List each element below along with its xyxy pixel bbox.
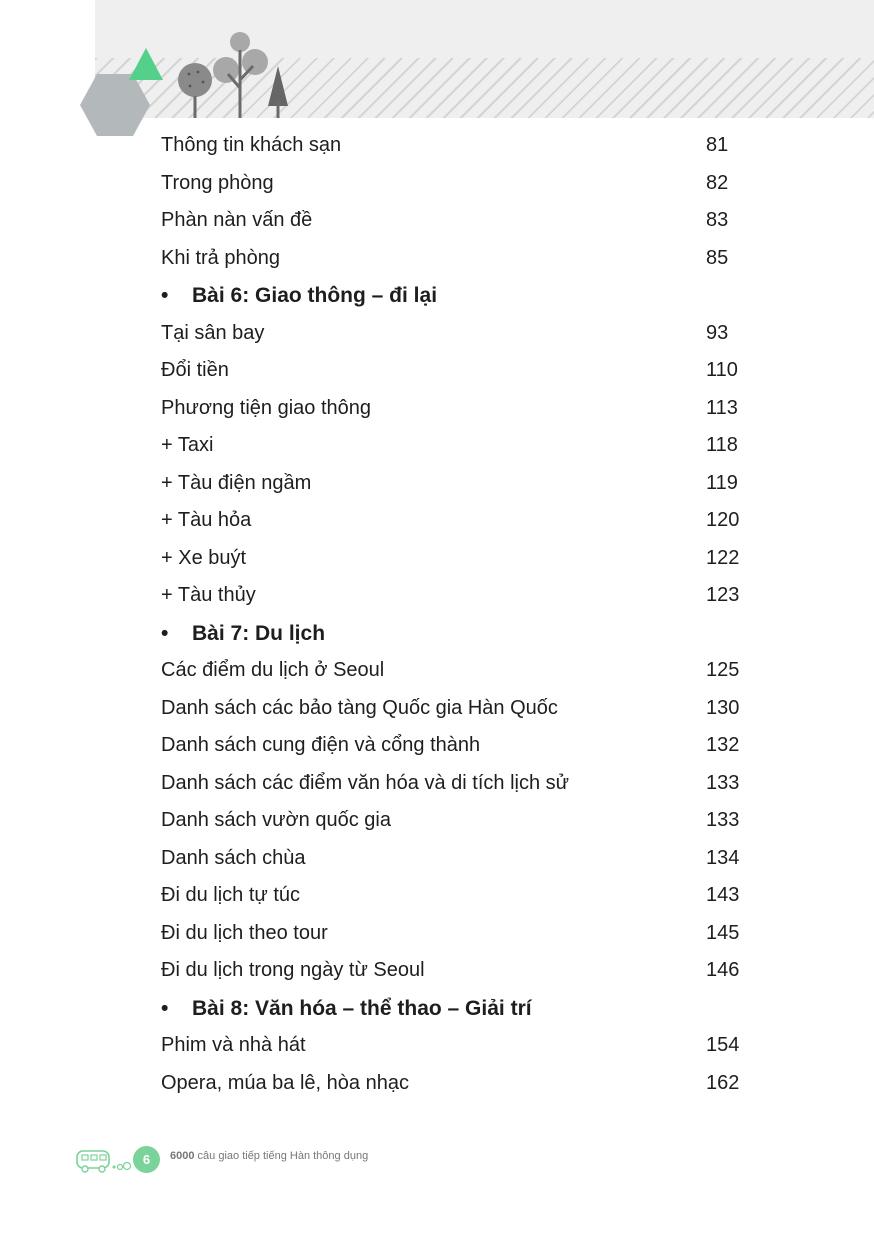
bullet-icon: •: [161, 284, 169, 307]
toc-entry: [161, 802, 761, 840]
toc-entry-label: Thông tin khách sạn: [161, 134, 342, 156]
toc-entry: [161, 1065, 761, 1103]
toc-entry: [161, 352, 761, 390]
toc-entry-label: Danh sách cung điện và cổng thành: [161, 734, 481, 756]
toc-entry-label: Trong phòng: [161, 171, 274, 194]
bus-icon: [76, 1148, 132, 1174]
toc-entry: [161, 202, 761, 240]
toc-page-number: 81: [706, 134, 729, 156]
toc-page-number: 133: [706, 809, 740, 831]
toc-page-number: 125: [706, 659, 740, 681]
toc-entry: [161, 390, 761, 428]
toc-entry: [161, 465, 761, 503]
bullet-icon: •: [161, 996, 169, 1020]
toc-entry: [161, 840, 761, 878]
toc-entry: [161, 690, 761, 728]
toc-entry: [161, 952, 761, 990]
toc-entry: [161, 915, 761, 953]
toc-entry: [161, 427, 761, 465]
toc-entry-label: Đi du lịch theo tour: [161, 921, 328, 944]
toc-page-number: 123: [706, 584, 740, 606]
toc-entry-label: + Xe buýt: [161, 546, 247, 569]
page-number-badge: 6: [133, 1146, 160, 1173]
toc-entry-label: Phương tiện giao thông: [161, 396, 371, 419]
toc-entry-label: Bài 7: Du lịch: [192, 621, 326, 645]
toc-entry-label: Tại sân bay: [161, 321, 265, 344]
toc-section-heading: [161, 615, 761, 653]
toc-page-number: 82: [706, 171, 729, 194]
toc-entry: [161, 877, 761, 915]
toc-page-number: 122: [706, 546, 740, 569]
toc-entry-label: Các điểm du lịch ở Seoul: [161, 659, 385, 681]
toc-entry-label: Danh sách vườn quốc gia: [161, 809, 391, 831]
toc-page-number: 146: [706, 959, 740, 981]
toc-entry: [161, 240, 761, 278]
table-of-contents: [161, 127, 761, 1102]
header-illustration: [0, 0, 300, 140]
toc-section-heading: [161, 277, 761, 315]
toc-entry-label: Bài 6: Giao thông – đi lại: [192, 284, 438, 307]
toc-entry: [161, 165, 761, 203]
toc-entry: [161, 540, 761, 578]
toc-entry-label: Đổi tiền: [161, 359, 229, 381]
toc-page-number: 119: [706, 471, 738, 494]
toc-page-number: 130: [706, 696, 740, 719]
toc-entry: [161, 1027, 761, 1065]
toc-entry: [161, 577, 761, 615]
toc-entry: [161, 127, 761, 165]
toc-page-number: 134: [706, 846, 740, 869]
toc-entry: [161, 727, 761, 765]
toc-page-number: 154: [706, 1034, 740, 1056]
toc-entry-label: Danh sách chùa: [161, 846, 306, 869]
toc-entry-label: Đi du lịch trong ngày từ Seoul: [161, 959, 425, 981]
toc-entry-label: Bài 8: Văn hóa – thể thao – Giải trí: [192, 996, 532, 1020]
toc-page-number: 118: [706, 434, 738, 456]
toc-page-number: 162: [706, 1071, 740, 1094]
toc-entry-label: Khi trả phòng: [161, 246, 280, 269]
toc-section-heading: [161, 990, 761, 1028]
toc-page-number: 113: [706, 396, 738, 419]
book-title: [170, 1150, 368, 1162]
toc-entry-label: + Tàu thủy: [161, 584, 256, 606]
toc-entry-label: Opera, múa ba lê, hòa nhạc: [161, 1071, 409, 1094]
book-title-number: 6000: [170, 1150, 195, 1162]
hexagon-icon: [80, 74, 150, 136]
toc-entry-label: Danh sách các điểm văn hóa và di tích lịch sử: [161, 771, 570, 794]
toc-page-number: 143: [706, 884, 740, 906]
bullet-icon: •: [161, 621, 169, 645]
toc-entry: [161, 765, 761, 803]
toc-page-number: 132: [706, 734, 740, 756]
toc-entry: [161, 502, 761, 540]
tree-icon: [268, 66, 288, 118]
toc-entry-label: + Tàu điện ngầm: [161, 471, 312, 494]
toc-page-number: 110: [706, 359, 738, 381]
toc-page-number: 85: [706, 246, 729, 269]
toc-entry-label: Phim và nhà hát: [161, 1034, 306, 1056]
toc-entry-label: Danh sách các bảo tàng Quốc gia Hàn Quốc: [161, 696, 558, 719]
toc-entry-label: + Taxi: [161, 434, 214, 456]
toc-entry-label: + Tàu hỏa: [161, 509, 252, 531]
toc-page-number: 83: [706, 209, 729, 231]
page-footer: [0, 1140, 874, 1180]
triangle-icon: [129, 48, 163, 80]
toc-entry: [161, 315, 761, 353]
book-title-text: câu giao tiếp tiếng Hàn thông dụng: [197, 1150, 369, 1162]
toc-page-number: 133: [706, 771, 740, 794]
toc-entry-label: Phàn nàn vấn đề: [161, 209, 313, 231]
toc-page-number: 93: [706, 321, 729, 344]
toc-page-number: 145: [706, 921, 740, 944]
toc-entry: [161, 652, 761, 690]
toc-page-number: 120: [706, 509, 740, 531]
tree-icon: [213, 32, 268, 118]
tree-icon: [178, 63, 212, 118]
toc-entry-label: Đi du lịch tự túc: [161, 884, 300, 906]
